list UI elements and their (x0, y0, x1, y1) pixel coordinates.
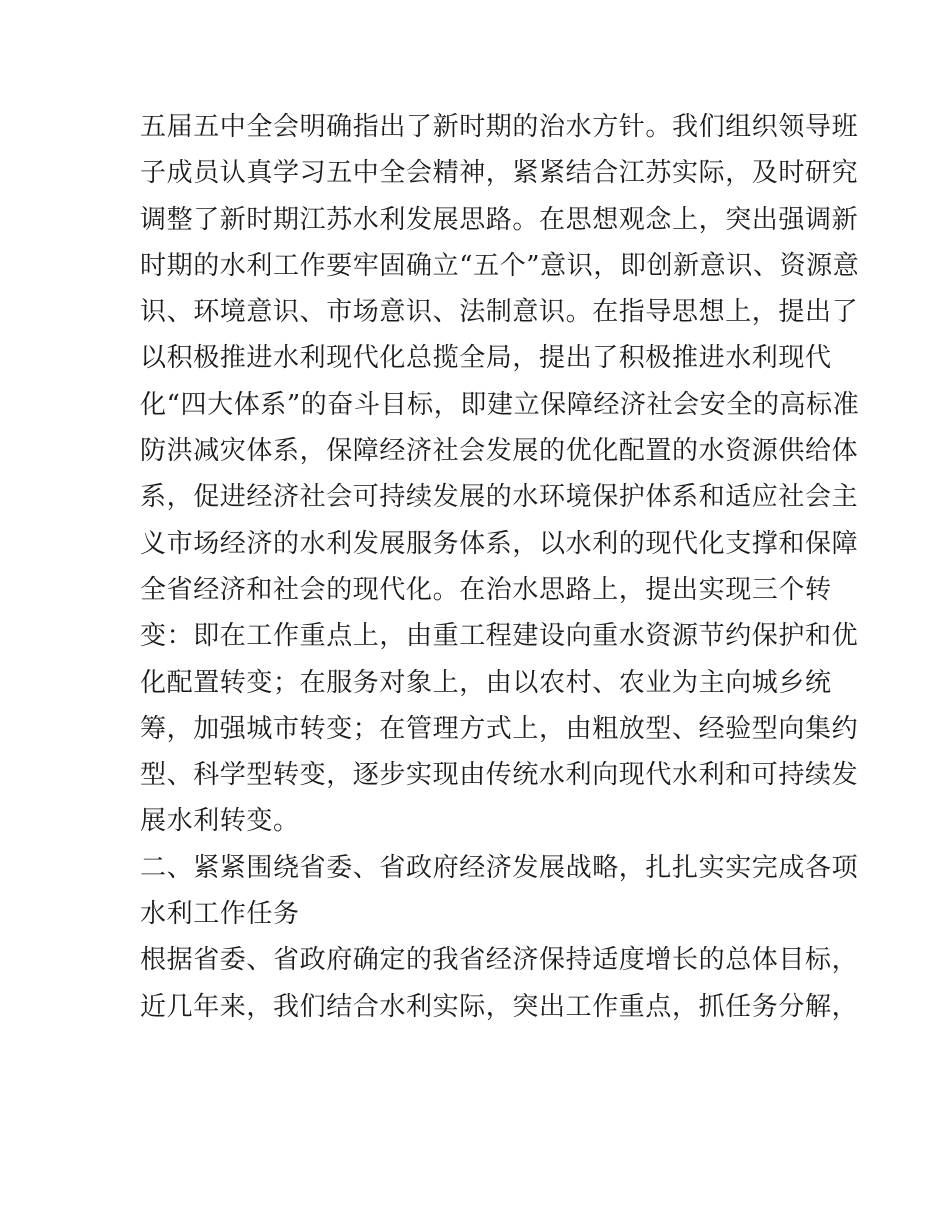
text-line: 时期的水利工作要牢固确立“五个”意识，即创新意识、资源意 (140, 250, 860, 281)
text-line: 全省经济和社会的现代化。在治水思路上，提出实现三个转 (140, 574, 832, 605)
text-line: 系，促进经济社会可持续发展的水环境保护体系和适应社会主 (140, 482, 859, 513)
text-line: 子成员认真学习五中全会精神，紧紧结合江苏实际，及时研究 (140, 158, 859, 189)
text-line: 化配置转变；在服务对象上，由以农村、农业为主向城乡统 (140, 667, 832, 698)
text-line: 义市场经济的水利发展服务体系，以水利的现代化支撑和保障 (140, 528, 859, 559)
text-line: 根据省委、省政府确定的我省经济保持适度增长的总体目标， (140, 945, 859, 976)
text-line: 防洪减灾体系，保障经济社会发展的优化配置的水资源供给体 (140, 436, 859, 467)
section-heading-line: 二、紧紧围绕省委、省政府经济发展战略，扎扎实实完成各项 (140, 852, 859, 883)
text-line: 调整了新时期江苏水利发展思路。在思想观念上，突出强调新 (140, 204, 859, 235)
text-line: 化“四大体系”的奋斗目标，即建立保障经济社会安全的高标准 (140, 389, 860, 420)
text-line: 展水利转变。 (140, 806, 300, 837)
text-line: 筹，加强城市转变；在管理方式上，由粗放型、经验型向集约 (140, 713, 859, 744)
text-line: 以积极推进水利现代化总揽全局，提出了积极推进水利现代 (140, 343, 832, 374)
text-line: 近几年来，我们结合水利实际，突出工作重点，抓任务分解， (140, 991, 859, 1022)
section-heading-line: 水利工作任务 (140, 899, 300, 930)
document-body (140, 104, 860, 1030)
text-line: 五届五中全会明确指出了新时期的治水方针。我们组织领导班 (140, 112, 859, 142)
text-line: 识、环境意识、市场意识、法制意识。在指导思想上，提出了 (140, 297, 859, 328)
text-line: 型、科学型转变，逐步实现由传统水利向现代水利和可持续发 (140, 760, 859, 791)
text-line: 变：即在工作重点上，由重工程建设向重水资源节约保护和优 (140, 621, 859, 652)
